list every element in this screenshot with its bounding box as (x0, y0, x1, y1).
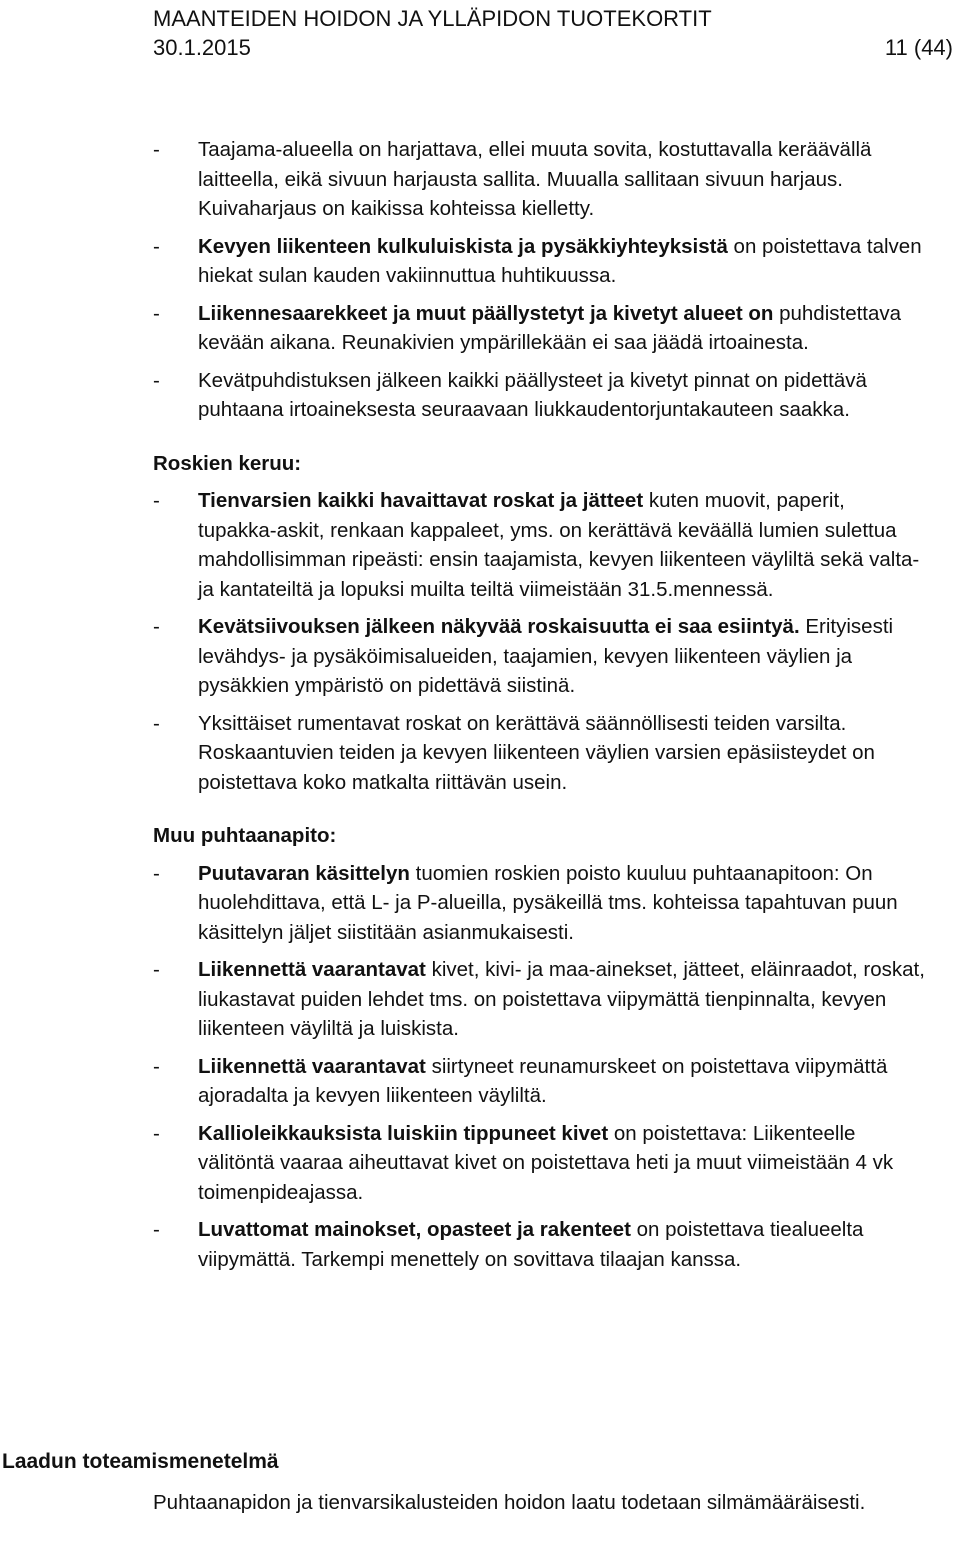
list-item: - Puutavaran käsittelyn tuomien roskien poisto kuuluu puhtaanapitoon: On huolehdittava, että L- ja P-alueilla, pysäkeillä tms. kohteissa tapahtuvan puun käsittelyn jäljet siistitään asianmukaisesti. (153, 861, 898, 944)
list-item: - Luvattomat mainokset, opasteet ja rakenteet on poistettava tiealueelta viipymättä. Tarkempi menettely on sovittava tilaajan kanssa. (153, 1218, 864, 1271)
section-heading-roskien: Roskien keruu: (153, 451, 302, 475)
list-item: - Yksittäiset rumentavat roskat on kerättävä säännöllisesti teiden varsilta. Roskaantuvien teiden ja kevyen liikenteen väylien varsien epäsiisteydet on poistettava koko matkalta riittävän usein. (153, 711, 875, 794)
page-number: 11 (44) (884, 35, 953, 60)
page-header (153, 4, 953, 62)
list-item: - Kevyen liikenteen kulkuluiskista ja pysäkkiyhteyksistä on poistettava talven hiekat sulan kauden vakiinnuttua huhtikuussa. (153, 234, 922, 287)
list-item: - Kevätsiivouksen jälkeen näkyvää roskaisuutta ei saa esiintyä. Erityisesti levähdys- ja pysäköimisalueiden, taajamien, kevyen liikenteen väylien ja pysäkkien ympäristö on pidettävä siistinä. (153, 615, 894, 697)
muu-list (153, 859, 925, 1275)
intro-list (153, 135, 925, 425)
method-text: Puhtaanapidon ja tienvarsikalusteiden hoidon laatu todetaan silmämääräisesti. (153, 1491, 866, 1514)
list-item: - Tienvarsien kaikki havaittavat roskat ja jätteet kuten muovit, paperit, tupakka-askit, renkaan kappaleet, yms. on kerättävä keväällä lumien sulettua mahdollisimman ripeästi: ensin taajamista, kevyen liikenteen väyliltä sekä valta- ja kantateiltä ja lopuksi muilta teiltä viimeistään 31.5.mennessä. (153, 489, 920, 601)
list-item: - Kevätpuhdistuksen jälkeen kaikki päällysteet ja kivetyt pinnat on pidettävä puhtaana irtoaineksesta seuraavaan liukkaudentorjuntakauteen saakka. (153, 368, 867, 421)
document-title: MAANTEIDEN HOIDON JA YLLÄPIDON TUOTEKORTIT (153, 6, 712, 31)
main-content (153, 135, 925, 1282)
list-item: - Taajama-alueella on harjattava, ellei muuta sovita, kostuttavalla keräävällä laitteella, eikä sivuun harjausta sallita. Muualla sallitaan sivuun harjaus. Kuivaharjaus on kaikissa kohteissa kielletty. (153, 138, 872, 220)
list-item: - Kallioleikkauksista luiskiin tippuneet kivet on poistettava: Liikenteelle välitöntä vaaraa aiheuttavat kivet on poistettava heti ja muut viimeistään 4 vk toimenpideajassa. (153, 1121, 894, 1204)
section-heading-method: Laadun toteamismenetelmä (2, 1450, 279, 1473)
document-date: 30.1.2015 (153, 35, 251, 60)
section-heading-muu: Muu puhtaanapito: (153, 824, 337, 847)
list-item: - Liikennettä vaarantavat kivet, kivi- ja maa-ainekset, jätteet, eläinraadot, roskat, liukastavat puiden lehdet tms. on poistettava viipymättä tienpinnalta, kevyen liikenteen väyliltä ja luiskista. (153, 958, 925, 1040)
list-item: - Liikennettä vaarantavat siirtyneet reunamurskeet on poistettava viipymättä ajoradalta ja kevyen liikenteen väyliltä. (153, 1054, 888, 1107)
list-item: - Liikennesaarekkeet ja muut päällystetyt ja kivetyt alueet on puhdistettava kevään aikana. Reunakivien ympärillekään ei saa jäädä irtoainesta. (153, 301, 902, 354)
roskien-list (153, 486, 925, 797)
